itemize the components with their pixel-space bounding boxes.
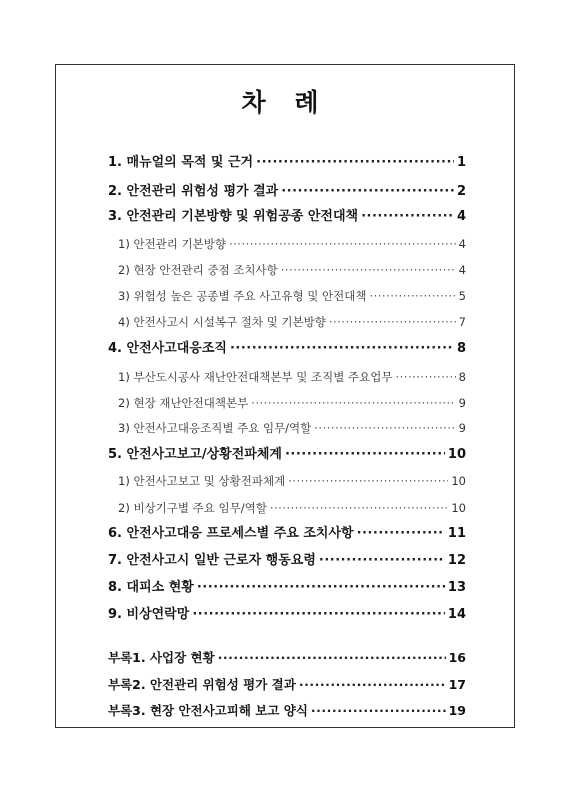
toc-entry[interactable]	[108, 445, 466, 465]
page-title: 차 례	[241, 88, 329, 117]
toc-entry-text: 3) 안전사고대응조직별 주요 임무/역할	[118, 421, 312, 435]
toc-page-number: 10	[447, 447, 466, 462]
toc-leader-dots	[270, 498, 449, 518]
toc-entry-text: 부록1. 사업장 현황	[108, 650, 215, 665]
toc-subentry[interactable]	[118, 234, 466, 254]
toc-page-number: 4	[458, 237, 466, 251]
toc-leader-dots	[281, 260, 456, 280]
toc-entry-text: 3. 안전관리 기본방향 및 위험공종 안전대책	[108, 209, 359, 224]
toc-leader-dots	[197, 578, 445, 598]
toc-entry[interactable]	[108, 524, 466, 544]
toc-entry-text: 1) 부산도시공사 재난안전대책본부 및 조직별 주요업무	[118, 370, 393, 384]
toc-page-number: 4	[456, 209, 466, 224]
toc-appendix-entry[interactable]	[108, 675, 466, 695]
toc-leader-dots	[319, 551, 445, 571]
toc-subentry[interactable]	[118, 367, 466, 387]
toc-page-number: 4	[458, 263, 466, 277]
toc-entry[interactable]	[108, 551, 466, 571]
toc-subentry[interactable]	[118, 393, 466, 413]
toc-entry-text: 1) 안전사고보고 및 상황전파체계	[118, 474, 286, 488]
toc-page-number: 9	[458, 396, 466, 410]
toc-page-number: 1	[456, 155, 466, 170]
toc-leader-dots	[357, 524, 445, 544]
toc-leader-dots	[218, 648, 446, 668]
toc-leader-dots	[329, 312, 456, 332]
toc-subentry[interactable]	[118, 260, 466, 280]
toc-entry-text: 9. 비상연락망	[108, 607, 190, 622]
toc-subentry[interactable]	[118, 471, 466, 491]
toc-entry[interactable]	[108, 578, 466, 598]
toc-leader-dots	[288, 471, 448, 491]
toc-leader-dots	[230, 339, 454, 359]
toc-subentry[interactable]	[118, 498, 466, 518]
toc-entry[interactable]	[108, 153, 466, 173]
toc-entry-text: 2) 비상기구별 주요 임무/역할	[118, 501, 267, 515]
toc-page-number: 7	[458, 315, 466, 329]
toc-page-number: 10	[451, 501, 466, 515]
toc-page-number: 12	[447, 553, 466, 568]
toc-leader-dots	[229, 234, 456, 254]
toc-entry-text: 5. 안전사고보고/상황전파체계	[108, 447, 282, 462]
toc-entry[interactable]	[108, 182, 466, 202]
toc-entry-text: 2. 안전관리 위험성 평가 결과	[108, 184, 279, 199]
toc-page-number: 13	[447, 580, 466, 595]
toc-page-number: 9	[458, 421, 466, 435]
toc-page-number: 10	[451, 474, 466, 488]
toc-leader-dots	[299, 675, 446, 695]
toc-entry-text: 7. 안전사고시 일반 근로자 행동요령	[108, 553, 316, 568]
toc-entry[interactable]	[108, 605, 466, 625]
toc-leader-dots	[281, 182, 454, 202]
toc-page-number: 5	[458, 289, 466, 303]
toc-leader-dots	[361, 207, 454, 227]
toc-leader-dots	[314, 418, 455, 438]
toc-entry-text: 8. 대피소 현황	[108, 580, 194, 595]
toc-leader-dots	[395, 367, 455, 387]
toc-entry-text: 부록3. 현장 안전사고피해 보고 양식	[108, 703, 308, 718]
toc-entry[interactable]	[108, 339, 466, 359]
toc-leader-dots	[311, 701, 446, 721]
toc-page-number: 8	[458, 370, 466, 384]
toc-page-number: 8	[456, 341, 466, 356]
toc-subentry[interactable]	[118, 418, 466, 438]
toc-page-number: 11	[447, 526, 466, 541]
toc-entry-text: 1) 안전관리 기본방향	[118, 237, 226, 251]
toc-entry-text: 2) 현장 안전관리 중점 조치사항	[118, 263, 278, 277]
toc-entry-text: 3) 위험성 높은 공종별 주요 사고유형 및 안전대책	[118, 289, 367, 303]
toc-page-number: 2	[456, 184, 466, 199]
toc-subentry[interactable]	[118, 312, 466, 332]
toc-leader-dots	[256, 153, 454, 173]
toc-entry-text: 6. 안전사고대응 프로세스별 주요 조치사항	[108, 526, 354, 541]
toc-entry-text: 1. 매뉴얼의 목적 및 근거	[108, 155, 254, 170]
toc-leader-dots	[285, 445, 445, 465]
toc-entry-text: 4. 안전사고대응조직	[108, 341, 227, 356]
toc-entry-text: 부록2. 안전관리 위험성 평가 결과	[108, 677, 296, 692]
toc-page-number: 14	[447, 607, 466, 622]
toc-entry-text: 2) 현장 재난안전대책본부	[118, 396, 249, 410]
toc-entry-text: 4) 안전사고시 시설복구 절차 및 기본방향	[118, 315, 326, 329]
toc-appendix-entry[interactable]	[108, 701, 466, 721]
toc-leader-dots	[369, 286, 455, 306]
toc-page-number: 19	[448, 703, 466, 718]
toc-leader-dots	[251, 393, 455, 413]
toc-subentry[interactable]	[118, 286, 466, 306]
table-of-contents-box	[55, 64, 515, 728]
toc-leader-dots	[192, 605, 445, 625]
toc-page-number: 16	[448, 650, 466, 665]
toc-appendix-entry[interactable]	[108, 648, 466, 668]
toc-page-number: 17	[448, 677, 466, 692]
toc-entry[interactable]	[108, 207, 466, 227]
